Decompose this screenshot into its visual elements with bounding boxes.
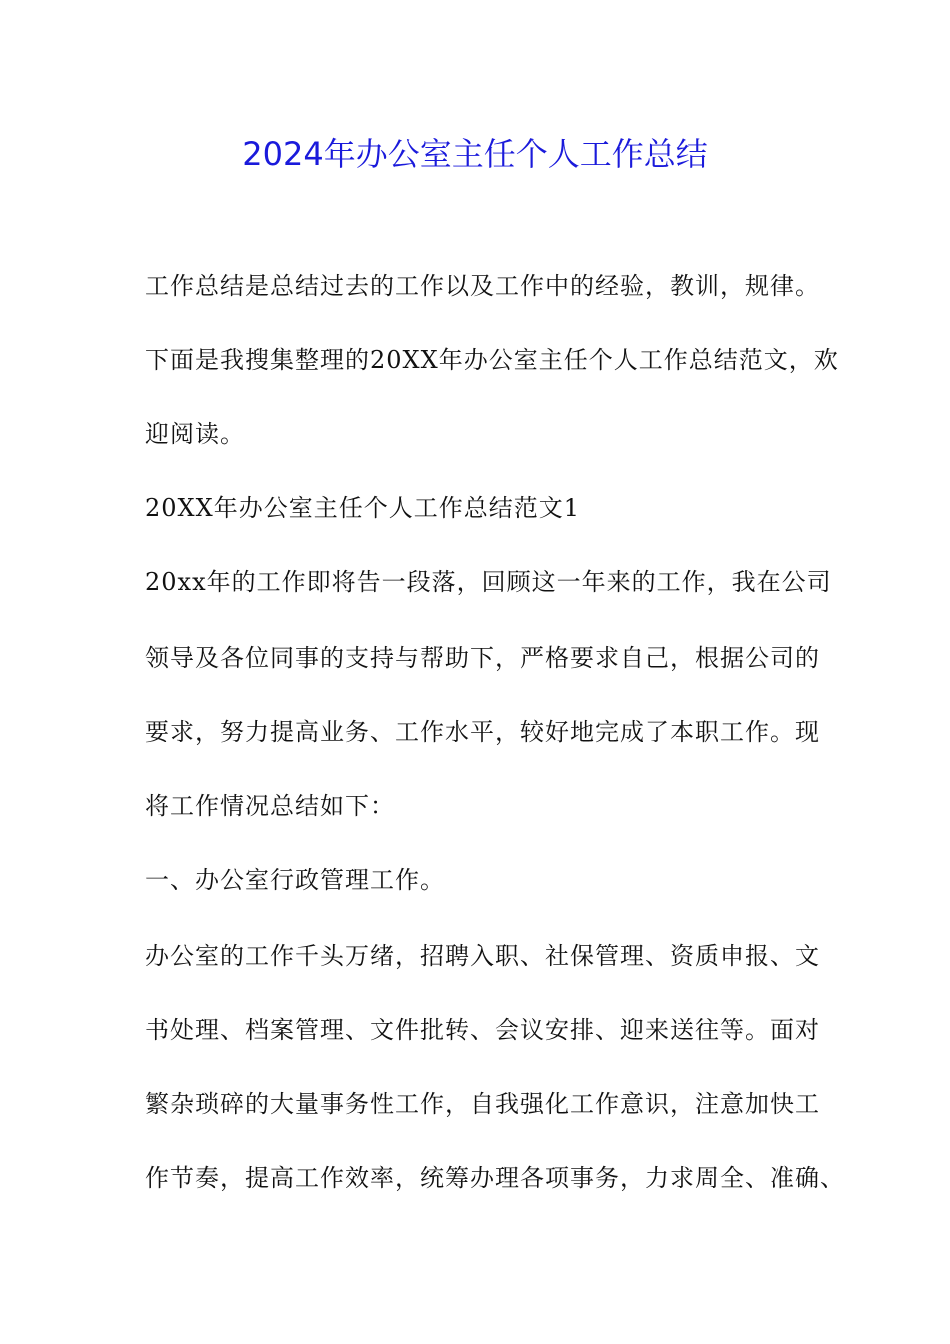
paragraph-line: 工作总结是总结过去的工作以及工作中的经验，教训，规律。 (145, 272, 820, 300)
paragraph-line: 繁杂琐碎的大量事务性工作，自我强化工作意识，注意加快工 (145, 1090, 820, 1118)
paragraph-line: 领导及各位同事的支持与帮助下，严格要求自己，根据公司的 (145, 644, 820, 672)
section-heading: 20XX年办公室主任个人工作总结范文1 (145, 494, 580, 522)
paragraph-line: 将工作情况总结如下： (145, 792, 395, 820)
paragraph-line: 迎阅读。 (145, 420, 245, 448)
section-heading: 一、办公室行政管理工作。 (145, 866, 445, 894)
paragraph-line: 书处理、档案管理、文件批转、会议安排、迎来送往等。面对 (145, 1016, 820, 1044)
paragraph-line: 作节奏，提高工作效率，统筹办理各项事务，力求周全、准确、 (145, 1164, 845, 1192)
paragraph-line: 要求，努力提高业务、工作水平，较好地完成了本职工作。现 (145, 718, 820, 746)
paragraph-line: 办公室的工作千头万绪，招聘入职、社保管理、资质申报、文 (145, 942, 820, 970)
paragraph-line: 20xx年的工作即将告一段落，回顾这一年来的工作，我在公司 (145, 568, 832, 596)
paragraph-line: 下面是我搜集整理的20XX年办公室主任个人工作总结范文，欢 (145, 346, 839, 374)
document-title: 2024年办公室主任个人工作总结 (242, 135, 708, 173)
